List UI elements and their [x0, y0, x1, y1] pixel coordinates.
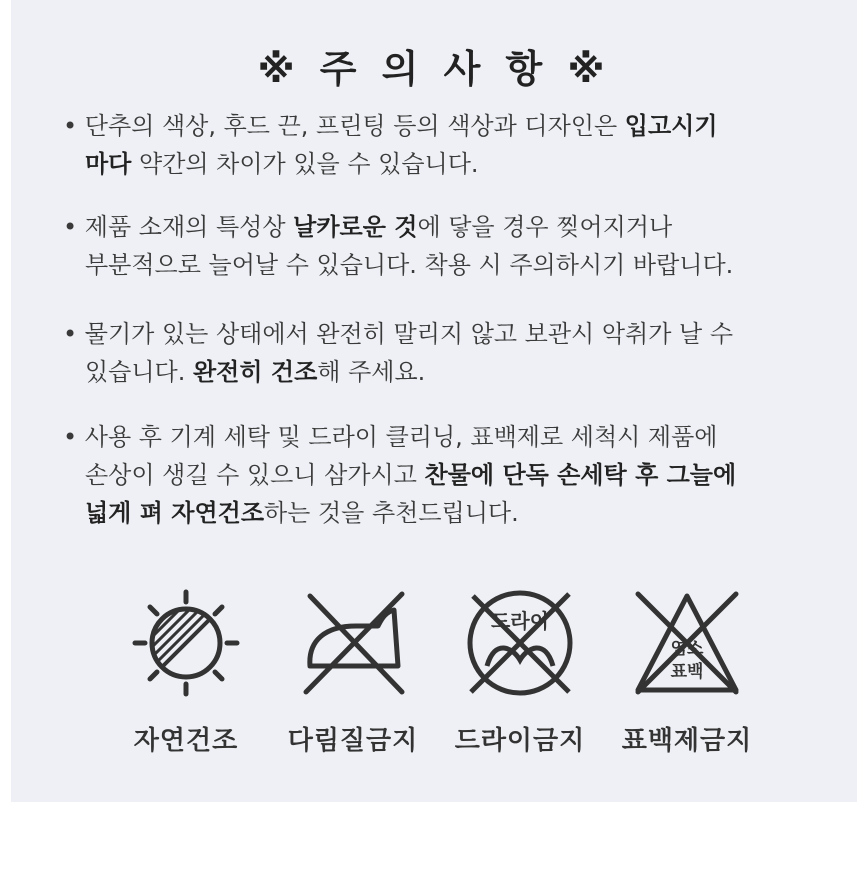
care-item-no-bleach [617, 588, 757, 757]
icon-text: 염소 [670, 639, 704, 659]
notice-item-4: • 사용 후 기계 세탁 및 드라이 클리닝, 표백제로 세척시 제품에 손상이 생길 수 있으니 삼가시고 찬물에 단독 손세탁 후 그늘에 넓게 펴 자연건조하는 것을 추천드립니다. [63, 423, 737, 527]
sun-dry-icon [131, 588, 241, 698]
care-label: 표백제금지 [621, 726, 753, 756]
care-item-no-iron [283, 588, 423, 757]
page-title: ※ 주 의 사 항 ※ [257, 47, 611, 91]
care-label: 드라이금지 [454, 726, 586, 756]
care-item-sun-dry [116, 588, 256, 757]
notice-panel [11, 0, 857, 802]
notice-item-3: • 물기가 있는 상태에서 완전히 말리지 않고 보관시 악취가 날 수 있습니다. 완전히 건조해 주세요. [63, 320, 734, 386]
no-iron-icon [298, 588, 408, 698]
notice-item-1: • 단추의 색상, 후드 끈, 프린팅 등의 색상과 디자인은 입고시기 마다 약간의 차이가 있을 수 있습니다. [63, 112, 718, 178]
notice-item-2: • 제품 소재의 특성상 날카로운 것에 닿을 경우 찢어지거나 부분적으로 늘어날 수 있습니다. 착용 시 주의하시기 바랍니다. [63, 213, 734, 279]
no-bleach-icon [632, 588, 742, 698]
no-dryclean-icon [465, 588, 575, 698]
care-label: 다림질금지 [287, 726, 419, 756]
icon-text: 표백 [670, 662, 704, 682]
icon-text: 드라이 [491, 609, 549, 633]
care-label: 자연건조 [133, 726, 239, 756]
care-item-no-dryclean [450, 588, 590, 757]
